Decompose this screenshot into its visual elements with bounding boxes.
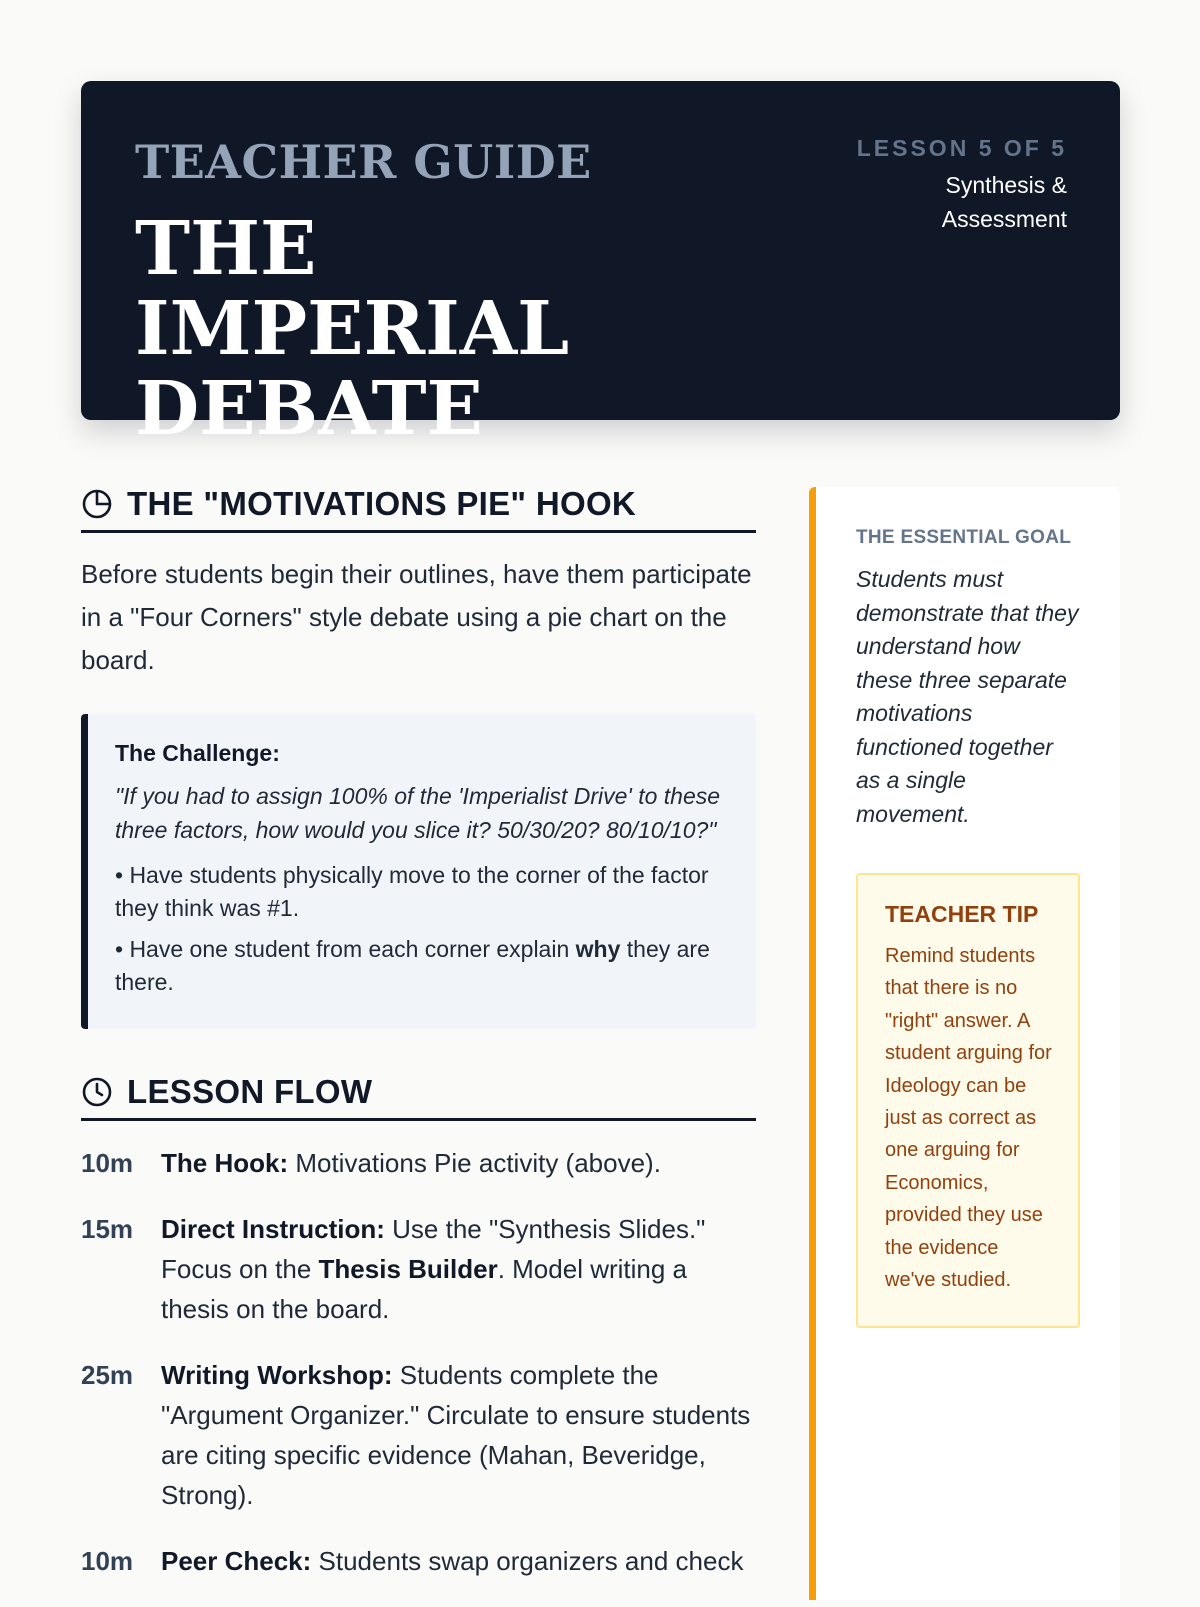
flow-description: Students swap organizers and check: [311, 1546, 744, 1576]
challenge-bullet-explain: [115, 933, 726, 999]
flow-description: Students complete the "Argument Organizer." Circulate to ensure students are citing specific evidence (Mahan, Beveridge, Strong).: [161, 1360, 751, 1510]
sidebar: [809, 487, 1120, 1600]
flow-title: Direct Instruction:: [161, 1214, 385, 1244]
flow-item-writing-workshop: [81, 1355, 756, 1515]
flow-time: 10m: [81, 1148, 134, 1178]
lesson-flow-list: [81, 1143, 756, 1581]
flow-text: [161, 1541, 756, 1581]
flow-section: [81, 1072, 756, 1581]
guide-kicker: TEACHER GUIDE: [135, 135, 592, 189]
flow-emphasis: Thesis Builder: [318, 1254, 498, 1284]
essential-goal-label: THE ESSENTIAL GOAL: [856, 527, 1072, 548]
teacher-tip-title: TEACHER TIP: [885, 901, 1039, 927]
essential-goal-text: Students must demonstrate that they understand how these three separate motivations functioned together as a single movement.: [856, 566, 1079, 827]
flow-time: 15m: [81, 1214, 134, 1244]
bullet-text: they are there.: [115, 936, 710, 995]
flow-item-peer-check: [81, 1541, 756, 1581]
flow-description: Use the "Synthesis Slides." Focus on the: [161, 1214, 706, 1284]
flow-time: 10m: [81, 1546, 134, 1576]
challenge-callout: [81, 714, 756, 1029]
flow-time: 25m: [81, 1360, 134, 1390]
flow-text: [161, 1143, 756, 1183]
flow-heading: LESSON FLOW: [127, 1073, 373, 1110]
lesson-meta: [857, 135, 1067, 236]
flow-item-direct-instruction: [81, 1209, 756, 1329]
guide-header: [81, 81, 1120, 452]
teacher-tip-box: [856, 873, 1080, 1328]
flow-title: Peer Check:: [161, 1546, 312, 1576]
pie-chart-icon: [81, 488, 113, 520]
flow-title: The Hook:: [161, 1148, 289, 1178]
lesson-number: LESSON 5 OF 5: [856, 135, 1067, 161]
hook-intro: Before students begin their outlines, have them participate in a "Four Corners" style debate using a pie chart on the board.: [81, 559, 752, 675]
hook-section-heading: [81, 484, 756, 533]
challenge-quote: "If you had to assign 100% of the 'Imperialist Drive' to these three factors, how would you slice it? 50/30/20? 80/10/10?": [115, 783, 721, 843]
bullet-text: • Have one student from each corner explain: [115, 936, 576, 962]
flow-description: Motivations Pie activity (above).: [288, 1148, 661, 1178]
flow-section-heading: [81, 1072, 756, 1121]
flow-description: . Model writing a thesis on the board.: [161, 1254, 688, 1324]
flow-text: [161, 1209, 756, 1329]
main-column: [81, 484, 756, 1607]
clock-icon: [81, 1076, 113, 1108]
teacher-tip-text: Remind students that there is no "right" answer. A student arguing for Ideology can be just as correct as one arguing for Economics, provided they use the evidence we've studied.: [885, 945, 1052, 1292]
lesson-subtitle: Synthesis & Assessment: [941, 172, 1067, 232]
bullet-emphasis: why: [575, 936, 621, 962]
page-title: THE IMPERIAL DEBATE: [135, 206, 570, 452]
hook-section: [81, 484, 756, 1029]
flow-title: Writing Workshop:: [161, 1360, 393, 1390]
challenge-bullet-move: • Have students physically move to the corner of the factor they think was #1.: [115, 862, 709, 921]
flow-item-hook: [81, 1143, 756, 1183]
hook-heading: THE "MOTIVATIONS PIE" HOOK: [127, 485, 637, 522]
flow-text: [161, 1355, 756, 1515]
challenge-label: The Challenge:: [115, 740, 280, 766]
